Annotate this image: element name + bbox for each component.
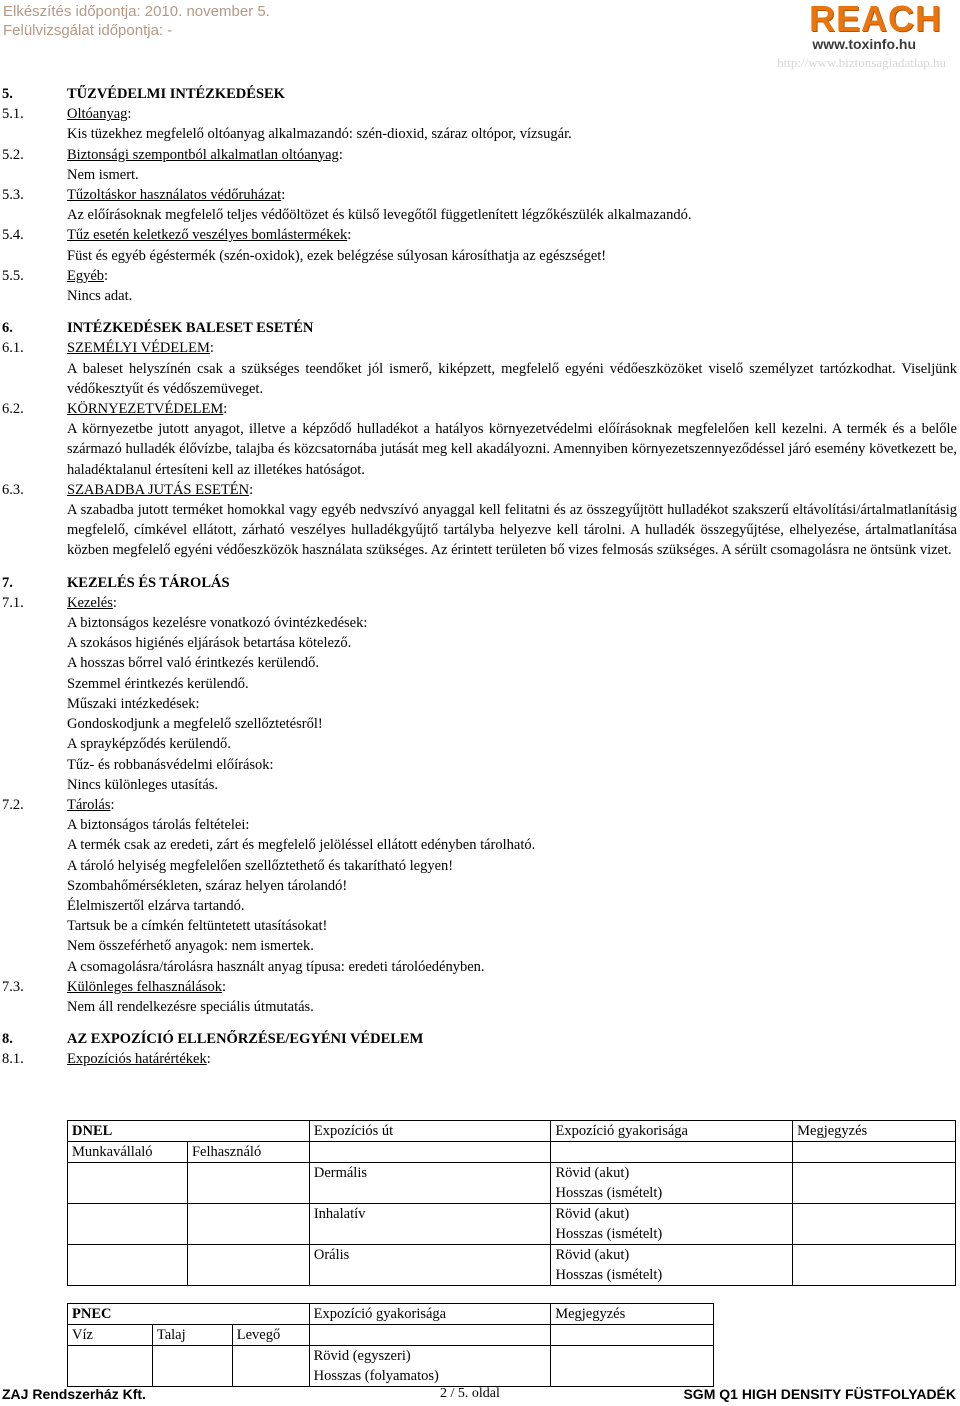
list-item: Műszaki intézkedések: [67, 695, 200, 712]
section-6-1: 6.1. SZEMÉLYI VÉDELEM: [2, 340, 214, 357]
section-5-heading: 5. TŰZVÉDELMI INTÉZKEDÉSEK [2, 86, 285, 102]
list-item: A sprayképződés kerülendő. [67, 736, 231, 753]
dnel-header-route: Expozíciós út [309, 1121, 551, 1142]
section-6-2-text: A környezetbe jutott anyagot, illetve a képződő hulladékot a hatályos környezetvédelmi előírásoknak megfelelően kell kezelni. A termék és a belőle származó hulladék élővízbe, talajba és közcsatornába jutását meg kell akadályozni. Amennyiben környezetszennyeződéssel járó esemény következett be, haladéktalanul értesíteni kell az illetékes hatóságot. [67, 421, 957, 478]
pnec-label: PNEC [68, 1304, 310, 1325]
logo-word: REACH [808, 0, 942, 39]
dnel-header-note: Megjegyzés [793, 1121, 956, 1142]
section-5-5-text: Nincs adat. [67, 288, 133, 305]
pnec-header-air: Levegő [232, 1325, 309, 1346]
list-item: A szokásos higiénés eljárások betartása kötelező. [67, 635, 352, 652]
dnel-frequency: Rövid (akut) Hosszas (ismételt) [551, 1245, 793, 1286]
list-item: A tároló helyiség megfelelően szellőztethető és takarítható legyen! [67, 857, 454, 874]
page-header [0, 0, 960, 80]
list-item: A csomagolásra/tárolásra használt anyag típusa: eredeti tárolóedényben. [67, 958, 485, 975]
table-row [68, 1163, 956, 1204]
section-6-heading: 6. INTÉZKEDÉSEK BALESET ESETÉN [2, 320, 314, 337]
list-item: Szemmel érintkezés kerülendő. [67, 675, 249, 692]
header-dates [3, 2, 270, 40]
section-5-3-text: Az előírásoknak megfelelő teljes védőöltözet és külső levegőtől függetlenített légzőkészülék alkalmazandó. [67, 207, 692, 224]
section-8-heading: 8. AZ EXPOZÍCIÓ ELLENŐRZÉSE/EGYÉNI VÉDELEM [2, 1031, 424, 1048]
list-item: Tartsuk be a címkén feltüntetett utasításokat! [67, 918, 328, 935]
dnel-route: Dermális [309, 1163, 551, 1204]
section-7-3-text: Nem áll rendelkezésre speciális útmutatás. [67, 998, 314, 1015]
pnec-frequency: Rövid (egyszeri) Hosszas (folyamatos) [309, 1346, 551, 1387]
section-5-2-text: Nem ismert. [67, 166, 139, 183]
footer-product: SGM Q1 HIGH DENSITY FÜSTFOLYADÉK [683, 1386, 956, 1402]
document-body [0, 84, 960, 1070]
section-7-1: 7.1. Kezelés: [2, 594, 117, 611]
table-row [68, 1304, 714, 1325]
footer-page-number: 2 / 5. oldal [440, 1386, 500, 1401]
dnel-header-user: Felhasználó [187, 1142, 309, 1163]
pnec-table [67, 1303, 714, 1387]
section-6-2: 6.2. KÖRNYEZETVÉDELEM: [2, 401, 228, 418]
logo-url: http://www.biztonsagiadatlap.hu [777, 55, 946, 70]
section-7-3: 7.3. Különleges felhasználások: [2, 978, 227, 995]
dnel-frequency: Rövid (akut) Hosszas (ismételt) [551, 1163, 793, 1204]
section-5-2: 5.2. Biztonsági szempontból alkalmatlan oltóanyag: [2, 146, 343, 163]
dnel-route: Inhalatív [309, 1204, 551, 1245]
reach-logo [754, 0, 954, 80]
table-row [68, 1346, 714, 1387]
list-item: Szombahőmérsékleten, száraz helyen tárolandó! [67, 877, 348, 894]
footer-company: ZAJ Rendszerház Kft. [2, 1386, 146, 1402]
table-row [68, 1142, 956, 1163]
list-item: A biztonságos tárolás feltételei: [67, 817, 250, 834]
dnel-frequency: Rövid (akut) Hosszas (ismételt) [551, 1204, 793, 1245]
list-item: A hosszas bőrrel való érintkezés kerülendő. [67, 655, 320, 672]
section-5-3: 5.3. Tűzoltáskor használatos védőruházat: [2, 187, 286, 204]
section-5-4-text: Füst és egyéb égéstermék (szén-oxidok), ezek belégzése súlyosan károsíthatja az egészséget! [67, 247, 607, 264]
list-item: Nem összeférhető anyagok: nem ismertek. [67, 938, 314, 955]
section-6-3: 6.3. SZABADBA JUTÁS ESETÉN: [2, 481, 254, 498]
section-5-4: 5.4. Tűz esetén keletkező veszélyes bomlástermékek: [2, 227, 352, 244]
pnec-header-water: Víz [68, 1325, 153, 1346]
logo-sub: www.toxinfo.hu [812, 36, 916, 52]
revised-date: Felülvizsgálat időpontja: - [3, 22, 173, 39]
list-item: A biztonságos kezelésre vonatkozó óvintézkedések: [67, 615, 368, 632]
section-5-1: 5.1. Oltóanyag: [2, 106, 132, 123]
dnel-label: DNEL [68, 1121, 310, 1142]
list-item: Élelmiszertől elzárva tartandó. [67, 897, 245, 914]
list-item: Nincs különleges utasítás. [67, 776, 219, 793]
table-row [68, 1245, 956, 1286]
section-6-3-text: A szabadba jutott terméket homokkal vagy egyéb nedvszívó anyaggal kell felitatni és az összegyűjtött hulladékot szakszerű eltávolítási/ártalmatlanításig megfelelő, címkével ellátott, zárható veszélyes hulladékgyűjtő tartályba helyezve kell tárolni. A hulladék összegyűjtése, elhelyezése, ártalmatlanítása közben megfelelő egyéni védőeszközök használata szükséges. Az érintett területen bő vizes felmosás szükséges. A sérült csomagolásra ne öntsünk vizet. [67, 502, 957, 559]
list-item: A termék csak az eredeti, zárt és megfelelő jelöléssel ellátott edényben tárolható. [67, 837, 536, 854]
table-row [68, 1325, 714, 1346]
pnec-header-soil: Talaj [152, 1325, 232, 1346]
created-date: Elkészítés időpontja: 2010. november 5. [3, 3, 270, 20]
section-5-5: 5.5. Egyéb: [2, 267, 109, 284]
section-6-1-text: A baleset helyszínén csak a szükséges teendőket jól ismerő, kiképzett, megfelelő egyéni védőeszközöket viselő személyzet tartózkodhat. Viseljünk védőkesztyűt és védőszemüveget. [67, 360, 957, 397]
table-row [68, 1204, 956, 1245]
section-7-2: 7.2. Tárolás: [2, 796, 115, 813]
pnec-header-frequency: Expozíció gyakorisága [309, 1304, 551, 1325]
dnel-header-worker: Munkavállaló [68, 1142, 188, 1163]
section-5-1-text: Kis tüzekhez megfelelő oltóanyag alkalmazandó: szén-dioxid, száraz oltópor, vízsugár. [67, 126, 572, 143]
pnec-header-note: Megjegyzés [551, 1304, 714, 1325]
table-row [68, 1121, 956, 1142]
dnel-header-frequency: Expozíció gyakorisága [551, 1121, 793, 1142]
dnel-table [67, 1120, 956, 1286]
section-7-heading: 7. KEZELÉS ÉS TÁROLÁS [2, 574, 230, 591]
section-8-1: 8.1. Expozíciós határértékek: [2, 1051, 211, 1068]
page-footer [0, 1386, 960, 1406]
list-item: Gondoskodjunk a megfelelő szellőztetésről! [67, 716, 323, 733]
list-item: Tűz- és robbanásvédelmi előírások: [67, 756, 274, 773]
dnel-route: Orális [309, 1245, 551, 1286]
